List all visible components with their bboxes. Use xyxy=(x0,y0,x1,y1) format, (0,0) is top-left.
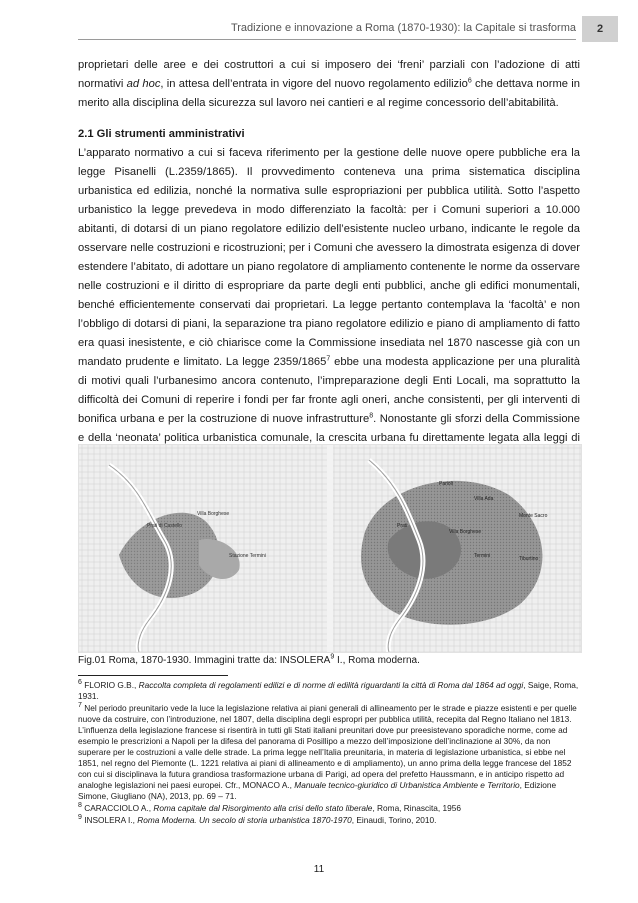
footnote-ref-8[interactable]: 8 xyxy=(369,412,374,420)
caption-text: I., Roma moderna. xyxy=(334,655,420,666)
footnote-ref-9[interactable]: 9 xyxy=(330,653,335,661)
running-title: Tradizione e innovazione a Roma (1870-1930): la Capitale si trasforma xyxy=(230,22,576,34)
italic-term: ad hoc xyxy=(126,78,161,90)
svg-text:Villa Borghese: Villa Borghese xyxy=(197,511,230,517)
footnote-text: , Edizione Simone, Giugliano (NA), 2013, pp. 69 – 71. xyxy=(78,780,557,801)
footnote-text: FLORIO G.B., xyxy=(81,680,139,690)
footnote-9 xyxy=(78,815,580,826)
svg-text:Parioli: Parioli xyxy=(439,481,453,487)
svg-text:Stazione Termini: Stazione Termini xyxy=(229,553,266,559)
header-rule xyxy=(78,39,576,40)
svg-text:Termini: Termini xyxy=(474,553,491,559)
svg-text:Villa Borghese: Villa Borghese xyxy=(449,529,482,535)
footnote-title: Roma Moderna. Un secolo di storia urbanistica 1870-1970 xyxy=(137,815,352,825)
text-run: ebbe una modesta applicazione per una pluralità di motivi quali l’urbanesimo ancora contenuto, l’impreparazione degli Enti Locali, ma soprattutto la difficoltà dei Comuni di reperire i fondi per far fronte agli oneri, anche consistenti, per gli interventi di bonifica urbana e per la costruzione di nuove infrastrutture xyxy=(78,356,580,425)
page-tab: 2 xyxy=(582,16,618,42)
map-right xyxy=(333,445,581,652)
page-header xyxy=(0,0,638,40)
body-text xyxy=(78,56,580,467)
text-run: . Nonostante gli sforzi della Commissione e della ‘neonata’ politica urbanistica comunale, la crescita urbana fu direttamente legata alla leggi di xyxy=(78,413,580,444)
page-number: 11 xyxy=(313,864,325,875)
svg-text:Tiburtino: Tiburtino xyxy=(519,556,539,562)
footnote-8 xyxy=(78,803,580,814)
footnote-title: Manuale tecnico-giuridico di Urbanistica Ambiente e Territorio xyxy=(294,780,520,790)
footnotes xyxy=(78,680,580,827)
rome-maps-image xyxy=(79,445,581,652)
paragraph-2 xyxy=(78,144,580,467)
section-title: 2.1 Gli strumenti amministrativi xyxy=(78,128,245,140)
text-run: L’apparato normativo a cui si faceva riferimento per la gestione delle nuove opere pubbliche era la legge Pisanelli (L.2359/1865). Il provvedimento conteneva una prima sistematica disciplina urbanistica ed edilizia, nonché la normativa sulle espropriazioni per pubblica utilità. Sotto l’aspetto urbanistico la legge prevedeva in modo differenziato la facoltà: per i Comuni superiori a 10.000 abitanti, di dotarsi di un piano regolatore edilizio dell’esistente nucleo urbano, indicante le regole da osservare nelle costruzioni e ricostruzioni; per i Comuni che avessero la dimostrata esigenza di dover estendere l’abitato, di adottare un piano regolatore di ampliamento contenente le norme da osservare nelle costruzioni e il diritto di espropriare da parte degli enti pubblici, anche gli edifici monumentali, benché efficientemente conservati dai proprietari. La legge pertanto contemplava la ‘facoltà’ e non l’obbligo di dotarsi di piani, la separazione tra piano regolatore edilizio e piano di ampliamento di fatto era quasi inesistente, e ciò chiarisce come la Commissione insediata nel 1870 nascesse già con un mandato prudente e limitato. La legge 2359/1865 xyxy=(78,147,580,368)
footnote-number: 9 xyxy=(78,814,82,822)
paragraph-1 xyxy=(78,56,580,113)
footnote-text: , Saige, Roma, 1931. xyxy=(78,680,579,701)
footnote-6 xyxy=(78,680,580,702)
svg-text:Monte Sacro: Monte Sacro xyxy=(519,513,548,519)
footnote-number: 8 xyxy=(78,802,82,810)
svg-text:Prati: Prati xyxy=(397,523,408,529)
footnote-text: Nel periodo preunitario vede la luce la legislazione relativa ai piani generali di allineamento per le strade e piazze esistenti e per quelle nuove da costruire, con l’introduzione, nel 1807, della disciplina degli espropri per pubblica utilità, recepita dal Regno Italiano nel 1813. L’influenza della legislazione francese si risentirà in tutti gli Stati italiani preunitari dove pur preesistevano sporadiche norme, come ad esempio le prescrizioni a Napoli per la difesa del panorama di Posillipo a mezzo dell’imposizione dell’inclinazione al 30%, da non superare per le costruzioni a valle delle strade. La prima legge nell’Italia preunitaria, in materia di legislazione urbanistica, si ebbe nel 1851, nel regno del Piemonte (L. 1221 relativa ai piani di allineamento e di ampliamento), un anno prima della legge francese del 1852 con cui si disciplinava la futura grandiosa trasformazione urbana di Parigi, ad opera del prefetto Haussmann, e in anticipo rispetto ad analoghe legislazioni nei paesi europei. Cfr., MONACO A., xyxy=(78,703,577,790)
text-run: che dettava norme in merito alla disciplina della sicurezza sul lavoro nei cantieri e al regime concessorio dell’abitabilità. xyxy=(78,78,580,109)
svg-text:Villa Ada: Villa Ada xyxy=(474,496,494,502)
svg-text:Prati di Castello: Prati di Castello xyxy=(147,523,183,529)
footnote-text: INSOLERA I., xyxy=(81,815,138,825)
text-run: , in attesa dell’entrata in vigore del nuovo regolamento edilizio xyxy=(160,78,468,90)
footnote-text: CARACCIOLO A., xyxy=(81,803,154,813)
text-run: proprietari delle aree e dei costruttori a cui si imposero dei ‘freni’ parziali con l’adozione di atti normativi xyxy=(78,59,580,90)
footnote-text: , Einaudi, Torino, 2010. xyxy=(351,815,437,825)
caption-text: Fig.01 Roma, 1870-1930. Immagini tratte da: INSOLERA xyxy=(78,655,331,666)
map-left xyxy=(79,445,327,652)
footnote-ref-6[interactable]: 6 xyxy=(467,77,472,85)
footnote-title: Raccolta completa di regolamenti edilizi e di norme di edilità riguardanti la città di Roma dal 1864 ad oggi xyxy=(138,680,524,690)
figure-maps xyxy=(78,444,582,653)
footnote-text: , Roma, Rinascita, 1956 xyxy=(372,803,461,813)
footnote-ref-7[interactable]: 7 xyxy=(326,355,331,363)
footnote-title: Roma capitale dal Risorgimento alla crisi dello stato liberale xyxy=(153,803,373,813)
footnote-number: 7 xyxy=(78,702,82,710)
footnote-rule xyxy=(78,675,228,676)
footnote-7 xyxy=(78,703,580,802)
figure-caption xyxy=(78,655,420,666)
footnote-number: 6 xyxy=(78,679,82,687)
